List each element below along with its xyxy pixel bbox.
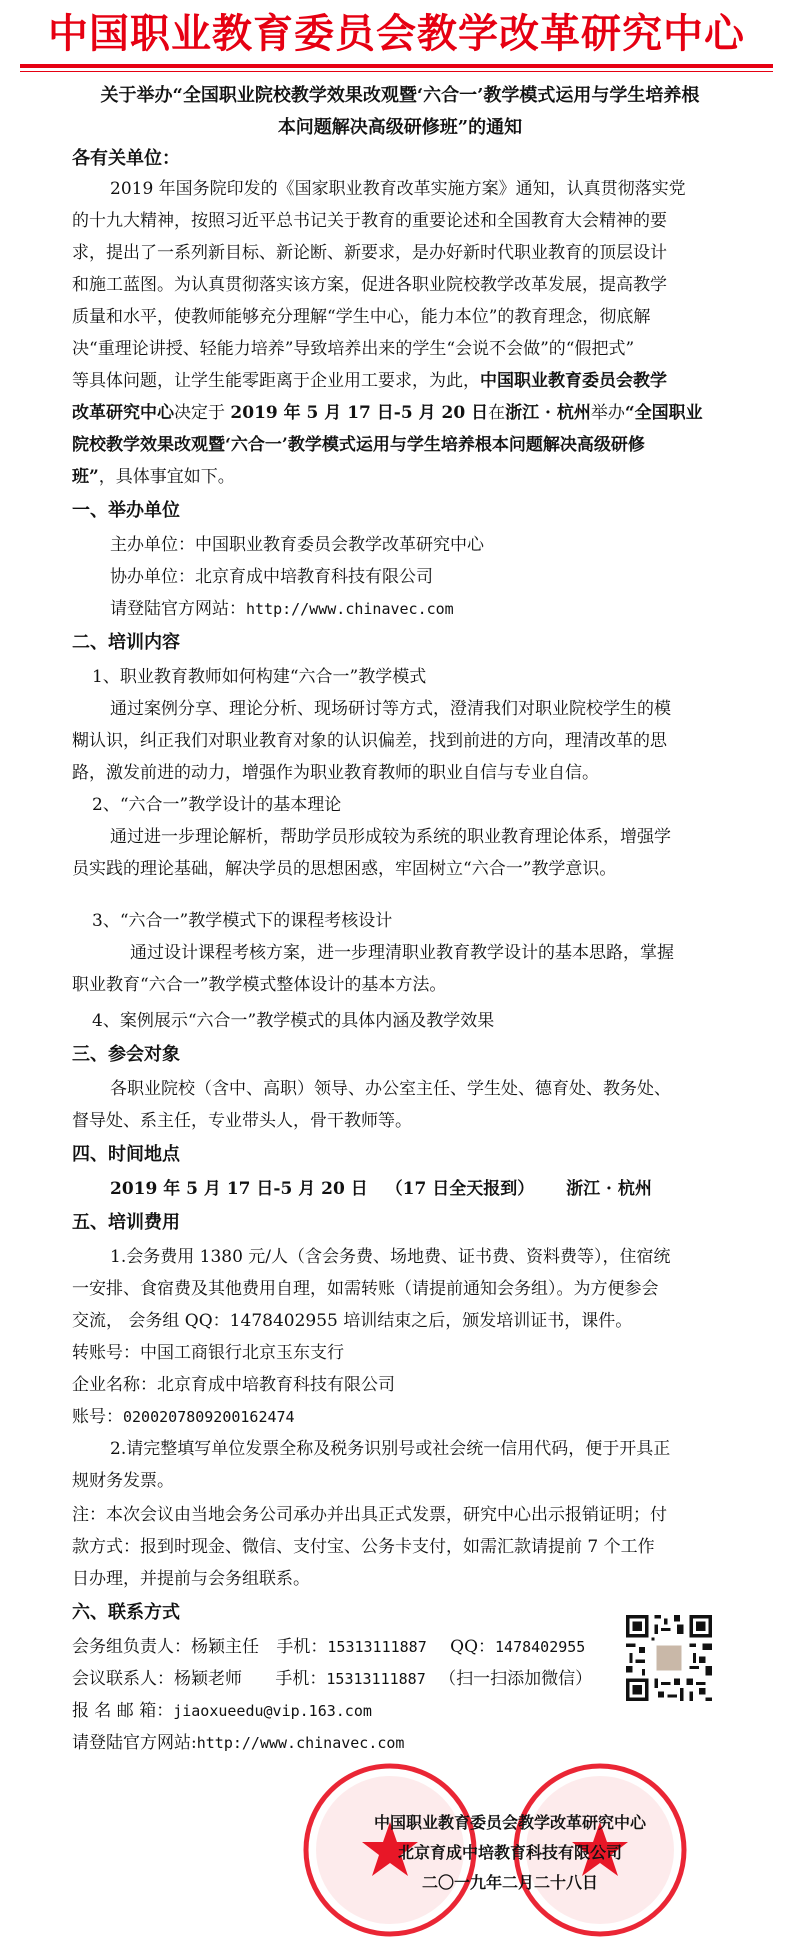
co-host-unit: 协办单位：北京育成中培教育科技有限公司 [110,567,433,587]
intro-line: 和施工蓝图。为认真贯彻落实该方案，促进各职业院校教学改革发展，提高教学 [72,275,667,295]
company-line [72,1370,395,1400]
fee-text: 一安排、食宿费及其他费用自理，如需转账（请提前通知会务组）。为方便参会 [72,1279,659,1299]
intro-course-bold: 班” [72,467,99,487]
fee-text: 1.会务费用 1380 元/人（含会务费、场地费、证书费、资料费等），住宿统 [110,1247,671,1267]
section-heading: 四、时间地点 [72,1144,180,1165]
section-heading: 二、培训内容 [72,632,180,653]
phone-number: 15313111887 [326,1670,426,1688]
contact-name: 会议联系人：杨颖老师 [72,1669,242,1689]
content-text: 路，激发前进的动力，增强作为职业教育教师的职业自信与专业自信。 [72,763,599,783]
contact-name: 会务组负责人：杨颖主任 [72,1637,259,1657]
content-text: 糊认识，纠正我们对职业教育对象的认识偏差，找到前进的方向，理清改革的思 [72,731,667,751]
intro-line: 质量和水平，使教师能够充分理解“学生中心，能力本位”的教育理念，彻底解 [72,307,651,327]
title-line-1: 关于举办“全国职业院校教学效果改观暨‘六合一’教学模式运用与学生培养根 [100,85,700,106]
org-header: 中国职业教育委员会教学改革研究中心 [48,11,745,57]
title-line-2: 本问题解决高级研修班”的通知 [277,117,523,138]
content-item-title: 3、“六合一”教学模式下的课程考核设计 [92,911,393,931]
content-text: 职业教育“六合一”教学模式整体设计的基本方法。 [72,975,447,995]
signature-block [300,1808,720,1898]
signature-org-1: 中国职业教育委员会教学改革研究中心 [373,1813,646,1832]
signature-org-2: 北京育成中培教育科技有限公司 [397,1843,622,1862]
intro-line: 2019 年国务院印发的《国家职业教育改革实施方案》通知，认真贯彻落实党 [110,179,686,199]
intro-date-bold: 2019 年 5 月 17 日-5 月 20 日 [230,403,489,423]
content-text: 员实践的理论基础，解决学员的思想困惑，牢固树立“六合一”教学意识。 [72,859,617,879]
company-name: 北京育成中培教育科技有限公司 [157,1375,395,1395]
fee-text: 交流， 会务组 QQ：1478402955 培训结束之后，颁发培训证书，课件。 [72,1311,633,1331]
event-place: 浙江 · 杭州 [566,1179,652,1199]
account-line [72,1402,295,1432]
wechat-hint: （扫一扫添加微信） [439,1669,593,1689]
intro-line [72,398,703,428]
signature-date: 二〇一九年二月二十八日 [421,1873,598,1892]
website-label: 请登陆官方网站: [72,1733,197,1753]
intro-course-bold: “全国职业 [624,403,703,423]
phone-label: 手机： [275,1669,327,1689]
content-text: 通过设计课程考核方案，进一步理清职业教育教学设计的基本思路，掌握 [130,943,674,963]
header-rule-thin [20,71,773,72]
intro-line [72,462,235,492]
email-link[interactable]: jiaoxueedu@vip.163.com [173,1702,372,1720]
website-line [110,594,454,624]
intro-line: 决“重理论讲授、轻能力培养”导致培养出来的学生“会说不会做”的“假把式” [72,339,635,359]
audience-text: 各职业院校（含中、高职）领导、办公室主任、学生处、德育处、教务处、 [110,1079,671,1099]
intro-text: 决定于 [174,403,225,423]
account-label: 账号： [72,1407,123,1427]
qq-label: QQ： [450,1637,496,1657]
contact-line-1 [72,1632,585,1662]
contact-line-2 [72,1664,592,1694]
intro-line [72,366,667,396]
email-line [72,1696,372,1726]
audience-text: 督导处、系主任，专业带头人，骨干教师等。 [72,1111,412,1131]
bank-line [72,1338,344,1368]
content-text: 通过进一步理论解析，帮助学员形成较为系统的职业教育理论体系，增强学 [110,827,671,847]
company-label: 企业名称： [72,1375,157,1395]
invoice-text: 2.请完整填写单位发票全称及税务识别号或社会统一信用代码，便于开具正 [110,1439,671,1459]
section-heading: 五、培训费用 [72,1212,180,1233]
intro-place-bold: 浙江 · 杭州 [505,403,591,423]
website-label: 请登陆官方网站： [110,599,246,619]
notice-title [70,80,730,144]
content-item-title: 4、案例展示“六合一”教学模式的具体内涵及教学效果 [92,1011,495,1031]
qr-avatar [656,1645,681,1670]
bank-label: 转账号： [72,1343,140,1363]
event-date: 2019 年 5 月 17 日-5 月 20 日 [110,1179,368,1199]
content-item-title: 1、职业教育教师如何构建“六合一”教学模式 [92,667,427,687]
wechat-qr-code[interactable] [623,1612,715,1704]
qq-number: 1478402955 [495,1638,586,1656]
intro-text: 在 [488,403,506,423]
intro-text: 举办 [590,403,625,423]
intro-line: 院校教学效果改观暨‘六合一’教学模式运用与学生培养根本问题解决高级研修 [72,435,645,455]
section-heading: 一、举办单位 [72,500,180,521]
phone-label: 手机： [276,1637,328,1657]
email-label: 报 名 邮 箱： [72,1701,174,1721]
intro-text: ，具体事宜如下。 [98,467,235,487]
website-line [72,1728,404,1758]
intro-org-bold: 改革研究中心 [72,403,174,423]
host-unit: 主办单位：中国职业教育委员会教学改革研究中心 [110,535,484,555]
time-place-line [110,1174,652,1204]
website-link[interactable]: http://www.chinavec.com [196,1734,405,1752]
header-rule-thick [20,64,773,68]
note-text: 注：本次会议由当地会务公司承办并出具正式发票，研究中心出示报销证明；付 [72,1505,667,1525]
account-number: 0200207809200162474 [123,1408,295,1426]
note-text: 日办理，并提前与会务组联系。 [72,1569,310,1589]
section-heading: 六、联系方式 [72,1602,180,1623]
phone-number: 15313111887 [327,1638,427,1656]
checkin-note: （17 日全天报到） [385,1179,535,1199]
bank-name: 中国工商银行北京玉东支行 [140,1343,344,1363]
greeting: 各有关单位： [72,148,180,169]
website-link[interactable]: http://www.chinavec.com [246,600,454,618]
invoice-text: 规财务发票。 [72,1471,174,1491]
intro-text: 等具体问题，让学生能零距离于企业用工要求，为此， [72,371,480,391]
note-text: 款方式：报到时现金、微信、支付宝、公务卡支付，如需汇款请提前 7 个工作 [72,1537,655,1557]
intro-org-bold: 中国职业教育委员会教学 [480,371,667,391]
content-text: 通过案例分享、理论分析、现场研讨等方式，澄清我们对职业院校学生的模 [110,699,671,719]
section-heading: 三、参会对象 [72,1044,180,1065]
intro-line: 求，提出了一系列新目标、新论断、新要求，是办好新时代职业教育的顶层设计 [72,243,667,263]
content-item-title: 2、“六合一”教学设计的基本理论 [92,795,342,815]
intro-line: 的十九大精神，按照习近平总书记关于教育的重要论述和全国教育大会精神的要 [72,211,667,231]
